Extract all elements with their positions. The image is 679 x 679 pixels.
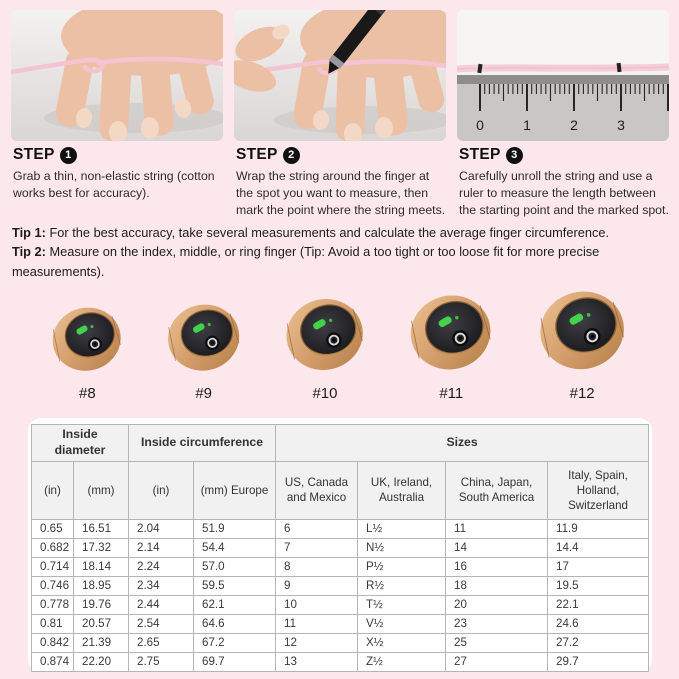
instruction-photos-row bbox=[0, 10, 679, 141]
table-cell: Z½ bbox=[358, 652, 446, 671]
table-cell: 14 bbox=[446, 538, 548, 557]
table-cell: 2.75 bbox=[129, 652, 194, 671]
table-cell: 21.39 bbox=[74, 633, 129, 652]
table-cell: L½ bbox=[358, 519, 446, 538]
ruler-number: 3 bbox=[617, 117, 625, 133]
table-cell: 17.32 bbox=[74, 538, 129, 557]
table-cell: 19.5 bbox=[548, 576, 649, 595]
tip-text: For the best accuracy, take several measurements and calculate the average finger circumference. bbox=[49, 225, 610, 240]
table-cell: 6 bbox=[276, 519, 358, 538]
table-cell: 69.7 bbox=[194, 652, 276, 671]
group-header-inside-circumference: Inside circumference bbox=[129, 425, 276, 462]
table-cell: 2.24 bbox=[129, 557, 194, 576]
ring-size-item bbox=[532, 285, 633, 402]
table-cell: 20 bbox=[446, 595, 548, 614]
step-label: STEP bbox=[13, 146, 55, 163]
table-cell: 25 bbox=[446, 633, 548, 652]
step-panel-2 bbox=[234, 146, 446, 219]
table-row bbox=[32, 652, 649, 671]
photo-step1-string-around-finger bbox=[11, 10, 223, 141]
table-cell: 59.5 bbox=[194, 576, 276, 595]
column-header: UK, Ireland, Australia bbox=[358, 461, 446, 519]
table-cell: P½ bbox=[358, 557, 446, 576]
ring-size-item bbox=[403, 289, 499, 402]
table-cell: 22.20 bbox=[74, 652, 129, 671]
table-cell: 27.2 bbox=[548, 633, 649, 652]
table-cell: 2.34 bbox=[129, 576, 194, 595]
ring-label: #11 bbox=[439, 385, 464, 402]
step-number-badge: 1 bbox=[60, 147, 77, 164]
table-cell: 62.1 bbox=[194, 595, 276, 614]
table-cell: 14.4 bbox=[548, 538, 649, 557]
table-cell: 51.9 bbox=[194, 519, 276, 538]
table-cell: 27 bbox=[446, 652, 548, 671]
table-cell: 0.65 bbox=[32, 519, 74, 538]
table-cell: 0.778 bbox=[32, 595, 74, 614]
table-cell: 24.6 bbox=[548, 614, 649, 633]
table-cell: R½ bbox=[358, 576, 446, 595]
table-cell: 54.4 bbox=[194, 538, 276, 557]
ring-label: #8 bbox=[78, 385, 96, 402]
step-heading bbox=[459, 146, 669, 164]
table-group-header-row bbox=[32, 425, 649, 462]
table-cell: 2.65 bbox=[129, 633, 194, 652]
size-chart-card bbox=[28, 418, 652, 672]
column-header: (mm) bbox=[74, 461, 129, 519]
table-row bbox=[32, 633, 649, 652]
ring-size-item bbox=[279, 293, 371, 402]
table-cell: 0.714 bbox=[32, 557, 74, 576]
table-row bbox=[32, 519, 649, 538]
ring-label: #12 bbox=[569, 385, 595, 402]
table-cell: 19.76 bbox=[74, 595, 129, 614]
step-description: Grab a thin, non-elastic string (cotton works best for accuracy). bbox=[13, 169, 215, 200]
table-cell: 29.7 bbox=[548, 652, 649, 671]
table-cell: 18.14 bbox=[74, 557, 129, 576]
tip-text: Measure on the index, middle, or ring finger (Tip: Avoid a too tight or too loose fit for more precise measurements). bbox=[12, 244, 600, 279]
table-cell: 17 bbox=[548, 557, 649, 576]
group-header-inside-diameter: Inside diameter bbox=[32, 425, 129, 462]
tip-label: Tip 2: bbox=[12, 244, 46, 260]
ring-label: #10 bbox=[312, 385, 338, 402]
table-cell: 11 bbox=[276, 614, 358, 633]
table-cell: 13 bbox=[276, 652, 358, 671]
table-cell: 18 bbox=[446, 576, 548, 595]
table-cell: 2.04 bbox=[129, 519, 194, 538]
table-row bbox=[32, 595, 649, 614]
table-cell: 0.81 bbox=[32, 614, 74, 633]
table-cell: 0.682 bbox=[32, 538, 74, 557]
column-header: Italy, Spain, Holland, Switzerland bbox=[548, 461, 649, 519]
ruler-number: 2 bbox=[570, 117, 578, 133]
column-header: China, Japan, South America bbox=[446, 461, 548, 519]
table-cell: 0.874 bbox=[32, 652, 74, 671]
ring-label: #9 bbox=[195, 385, 212, 402]
tip-label: Tip 1: bbox=[12, 225, 46, 240]
table-cell: 11.9 bbox=[548, 519, 649, 538]
smart-ring-image bbox=[532, 285, 633, 379]
smart-ring-image bbox=[279, 293, 371, 379]
table-cell: 57.0 bbox=[194, 557, 276, 576]
steps-row bbox=[0, 146, 679, 219]
step-description: Wrap the string around the finger at the spot you want to measure, then mark the point where the string meets. bbox=[236, 169, 446, 217]
ruler-number: 0 bbox=[476, 117, 484, 133]
step-number-badge: 2 bbox=[283, 147, 300, 164]
table-cell: 20.57 bbox=[74, 614, 129, 633]
photo-step2-mark-string bbox=[234, 10, 446, 141]
table-cell: 10 bbox=[276, 595, 358, 614]
string-illustration bbox=[457, 67, 669, 69]
table-cell: T½ bbox=[358, 595, 446, 614]
tip-line-1 bbox=[12, 223, 672, 242]
step-number-badge: 3 bbox=[506, 147, 523, 164]
column-header: US, Canada and Mexico bbox=[276, 461, 358, 519]
table-cell: 2.54 bbox=[129, 614, 194, 633]
ruler-illustration bbox=[457, 75, 669, 141]
table-cell: 22.1 bbox=[548, 595, 649, 614]
table-row bbox=[32, 538, 649, 557]
table-row bbox=[32, 614, 649, 633]
step-label: STEP bbox=[236, 146, 278, 163]
step-heading bbox=[13, 146, 223, 164]
table-cell: 18.95 bbox=[74, 576, 129, 595]
table-row bbox=[32, 576, 649, 595]
column-header: (in) bbox=[32, 461, 74, 519]
table-cell: 23 bbox=[446, 614, 548, 633]
table-cell: 0.746 bbox=[32, 576, 74, 595]
size-chart-table bbox=[31, 424, 649, 672]
table-cell: 16 bbox=[446, 557, 548, 576]
step-label: STEP bbox=[459, 146, 501, 163]
step-heading bbox=[236, 146, 446, 164]
step-panel-1 bbox=[11, 146, 223, 219]
ruler-number: 1 bbox=[523, 117, 531, 133]
ring-size-item bbox=[46, 302, 128, 402]
table-cell: 2.44 bbox=[129, 595, 194, 614]
table-row bbox=[32, 557, 649, 576]
column-header: (mm) Europe bbox=[194, 461, 276, 519]
table-cell: 11 bbox=[446, 519, 548, 538]
step-description: Carefully unroll the string and use a ruler to measure the length between the starting point and the marked spot. bbox=[459, 169, 669, 217]
group-header-sizes: Sizes bbox=[276, 425, 649, 462]
table-cell: 7 bbox=[276, 538, 358, 557]
table-cell: V½ bbox=[358, 614, 446, 633]
smart-ring-image bbox=[403, 289, 499, 379]
table-cell: 2.14 bbox=[129, 538, 194, 557]
ring-size-item bbox=[161, 299, 247, 402]
ring-sizes-row bbox=[0, 266, 679, 402]
table-subheader-row bbox=[32, 461, 649, 519]
smart-ring-image bbox=[46, 302, 128, 379]
table-cell: X½ bbox=[358, 633, 446, 652]
smart-ring-image bbox=[161, 299, 247, 379]
table-cell: 16.51 bbox=[74, 519, 129, 538]
table-cell: 64.6 bbox=[194, 614, 276, 633]
table-cell: N½ bbox=[358, 538, 446, 557]
photo-step3-ruler-measure bbox=[457, 10, 669, 141]
column-header: (in) bbox=[129, 461, 194, 519]
step-panel-3 bbox=[457, 146, 669, 219]
table-cell: 12 bbox=[276, 633, 358, 652]
table-cell: 8 bbox=[276, 557, 358, 576]
table-cell: 0.842 bbox=[32, 633, 74, 652]
table-cell: 9 bbox=[276, 576, 358, 595]
table-cell: 67.2 bbox=[194, 633, 276, 652]
